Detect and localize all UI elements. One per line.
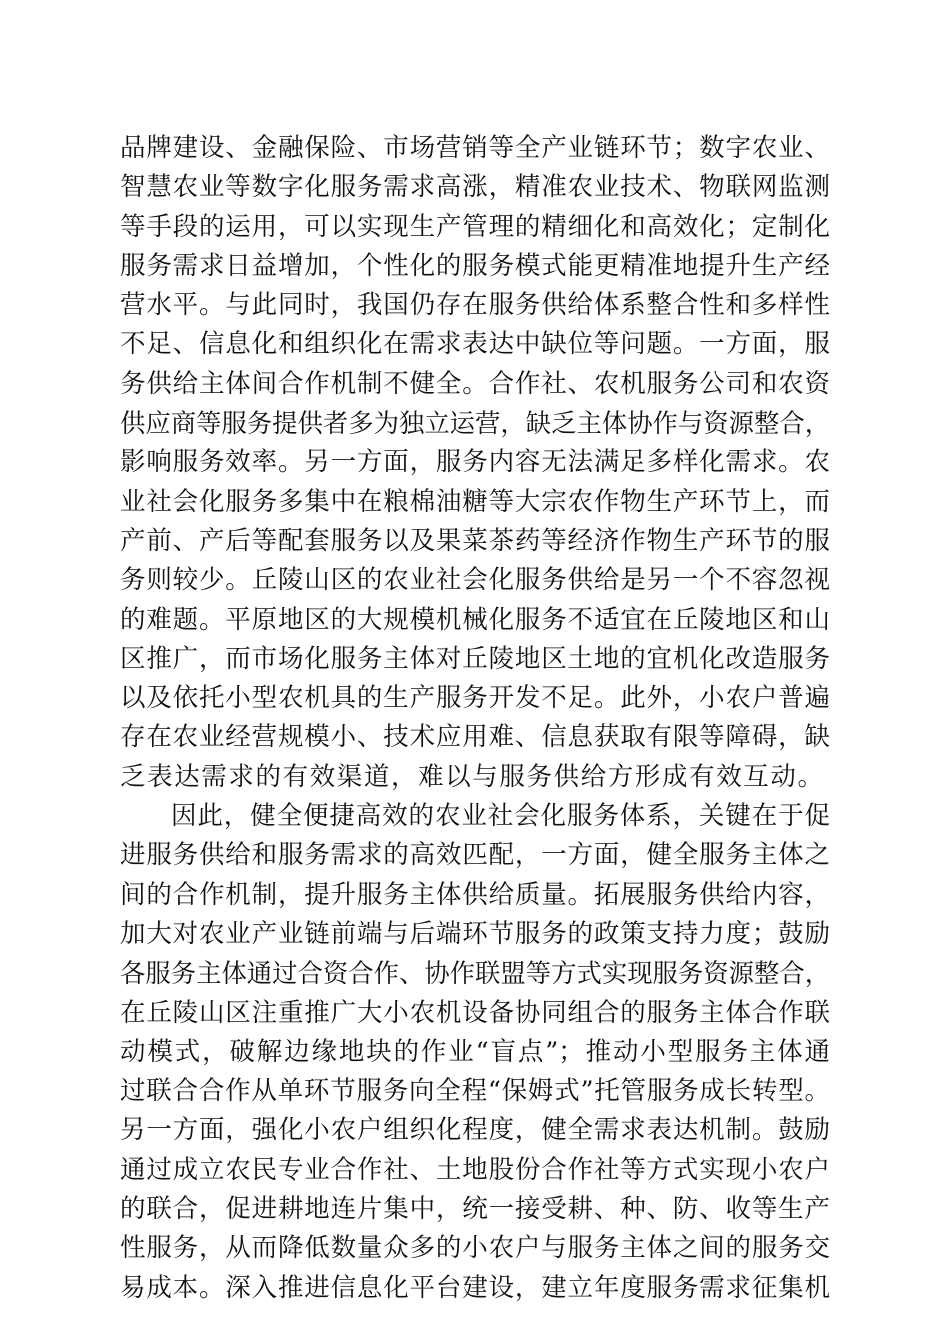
text-line: 的联合，促进耕地连片集中，统一接受耕、种、防、收等生产 [120, 1194, 830, 1225]
paragraph-1 [120, 129, 830, 797]
text-line: 产前、产后等配套服务以及果菜茶药等经济作物生产环节的服 [120, 525, 830, 556]
text-line: 不足、信息化和组织化在需求表达中缺位等问题。一方面，服 [120, 329, 830, 360]
text-line: 易成本。深入推进信息化平台建设，建立年度服务需求征集机 [120, 1272, 830, 1303]
paragraph-2 [120, 797, 830, 1308]
text-line: 另一方面，强化小农户组织化程度，健全需求表达机制。鼓励 [120, 1115, 830, 1146]
text-line: 通过成立农民专业合作社、土地股份合作社等方式实现小农户 [120, 1154, 830, 1185]
text-line: 在丘陵山区注重推广大小农机设备协同组合的服务主体合作联 [120, 997, 830, 1028]
text-line: 因此，健全便捷高效的农业社会化服务体系，关键在于促 [171, 801, 830, 832]
text-line: 区推广，而市场化服务主体对丘陵地区土地的宜机化改造服务 [120, 643, 830, 674]
text-line: 乏表达需求的有效渠道，难以与服务供给方形成有效互动。 [120, 761, 825, 792]
text-line: 性服务，从而降低数量众多的小农户与服务主体之间的服务交 [120, 1233, 830, 1264]
text-line: 存在农业经营规模小、技术应用难、信息获取有限等障碍，缺 [120, 722, 830, 753]
text-line: 智慧农业等数字化服务需求高涨，精准农业技术、物联网监测 [120, 172, 830, 203]
text-line: 服务需求日益增加，个性化的服务模式能更精准地提升生产经 [120, 250, 830, 281]
body-text [120, 129, 830, 1308]
text-line: 以及依托小型农机具的生产服务开发不足。此外，小农户普遍 [120, 683, 830, 714]
text-line: 务则较少。丘陵山区的农业社会化服务供给是另一个不容忽视 [120, 565, 830, 596]
text-line: 营水平。与此同时，我国仍存在服务供给体系整合性和多样性 [120, 290, 830, 321]
text-line: 务供给主体间合作机制不健全。合作社、农机服务公司和农资 [120, 368, 830, 399]
text-line: 间的合作机制，提升服务主体供给质量。拓展服务供给内容， [120, 879, 830, 910]
text-line: 等手段的运用，可以实现生产管理的精细化和高效化；定制化 [120, 211, 830, 242]
text-line: 各服务主体通过合资合作、协作联盟等方式实现服务资源整合， [120, 958, 831, 989]
text-line: 影响服务效率。另一方面，服务内容无法满足多样化需求。农 [120, 447, 830, 478]
text-line: 供应商等服务提供者多为独立运营，缺乏主体协作与资源整合， [120, 408, 831, 439]
text-line: 品牌建设、金融保险、市场营销等全产业链环节；数字农业、 [120, 133, 830, 163]
text-line: 进服务供给和服务需求的高效匹配，一方面，健全服务主体之 [120, 840, 830, 871]
text-line: 动模式，破解边缘地块的作业“盲点”；推动小型服务主体通 [120, 1036, 830, 1067]
text-line: 过联合合作从单环节服务向全程“保姆式”托管服务成长转型。 [120, 1076, 830, 1107]
text-line: 加大对农业产业链前端与后端环节服务的政策支持力度；鼓励 [120, 918, 830, 949]
text-line: 的难题。平原地区的大规模机械化服务不适宜在丘陵地区和山 [120, 604, 830, 635]
text-line: 业社会化服务多集中在粮棉油糖等大宗农作物生产环节上，而 [120, 486, 830, 517]
